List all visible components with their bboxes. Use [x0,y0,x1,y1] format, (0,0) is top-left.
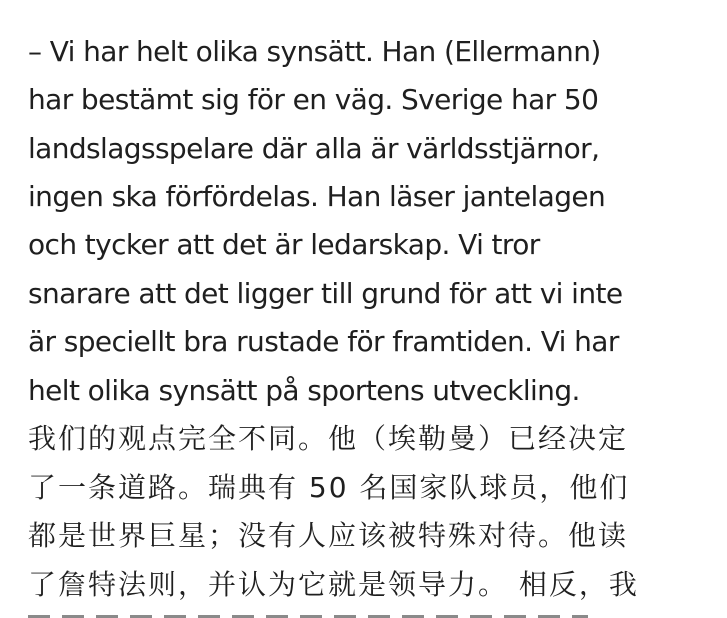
swedish-text-line: helt olika synsätt på sportens utveckling. [28,374,580,407]
swedish-text-line: har bestämt sig för en väg. Sverige har 50 [28,83,599,116]
swedish-text-line: snarare att det ligger till grund för att vi inte [28,277,623,310]
swedish-text-line: – Vi har helt olika synsätt. Han (Ellermann) [28,35,601,68]
chinese-text-line: 我们的观点完全不同。他（埃勒曼）已经决定 [28,422,629,455]
swedish-text-line: landslagsspelare där alla är världsstjärnor, [28,132,600,165]
swedish-text-line: ingen ska förfördelas. Han läser jantelagen [28,180,606,213]
swedish-text-line: och tycker att det är ledarskap. Vi tror [28,228,540,261]
swedish-text-line: är speciellt bra rustade för framtiden. Vi har [28,325,619,358]
chinese-text-line: 了一条道路。瑞典有 50 名国家队球员，他们 [28,471,630,504]
chinese-text-line: 了詹特法则，并认为它就是领导力。 相反，我 [28,568,639,601]
clipped-text-line [28,609,588,618]
chinese-text-line: 都是世界巨星；没有人应该被特殊对待。他读 [28,519,629,552]
